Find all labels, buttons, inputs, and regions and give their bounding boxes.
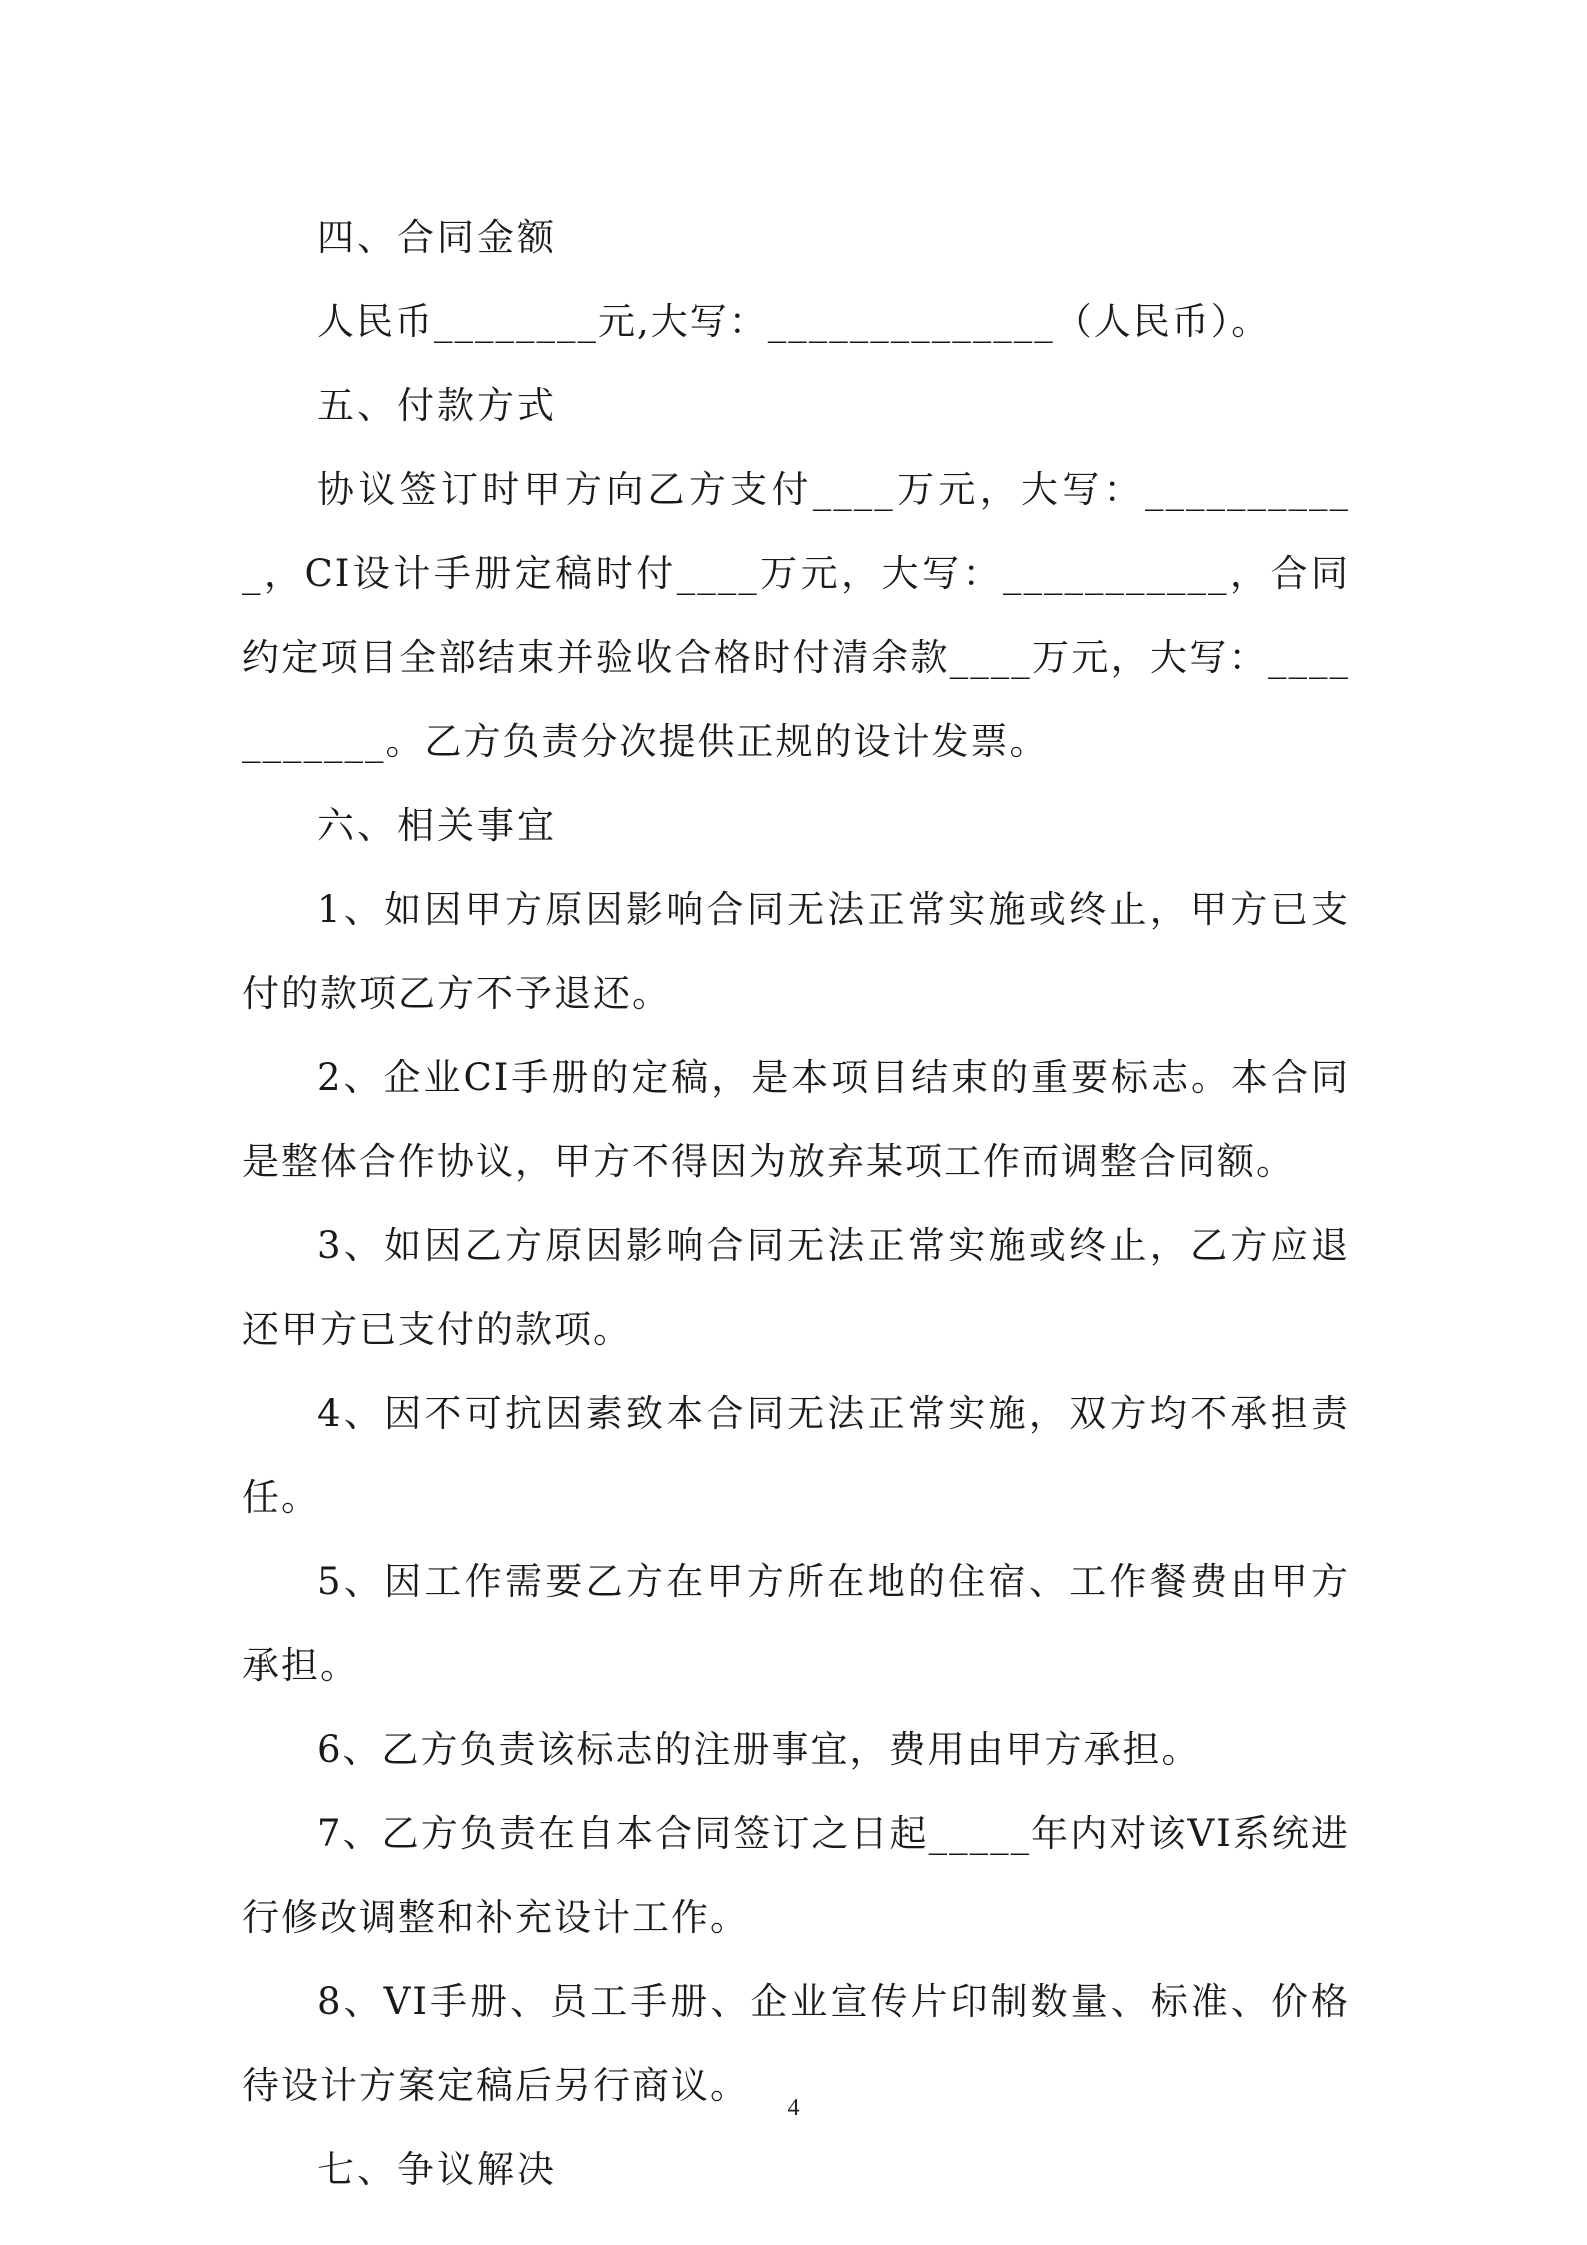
related-matter-item-2: 2、企业CI手册的定稿，是本项目结束的重要标志。本合同是整体合作协议，甲方不得因为放弃某项工作而调整合同额。 [242, 1056, 1350, 1183]
section-heading-payment-method: 五、付款方式 [317, 384, 557, 427]
related-matter-item-8: 8、VI手册、员工手册、企业宣传片印制数量、标准、价格待设计方案定稿后另行商议。 [242, 1980, 1350, 2107]
related-matter-item-6: 6、乙方负责该标志的注册事宜，费用由甲方承担。 [317, 1728, 1201, 1771]
related-matter-item-3: 3、如因乙方原因影响合同无法正常实施或终止，乙方应退还甲方已支付的款项。 [242, 1224, 1350, 1351]
section-heading-contract-amount: 四、合同金额 [317, 216, 557, 259]
related-matter-item-4: 4、因不可抗因素致本合同无法正常实施，双方均不承担责任。 [242, 1392, 1350, 1519]
related-matter-item-1: 1、如因甲方原因影响合同无法正常实施或终止，甲方已支付的款项乙方不予退还。 [242, 888, 1350, 1015]
section-heading-related-matters: 六、相关事宜 [317, 804, 557, 847]
page-number: 4 [787, 2095, 800, 2121]
related-matter-item-7: 7、乙方负责在自本合同签订之日起_____年内对该VI系统进行修改调整和补充设计工作。 [242, 1812, 1350, 1939]
payment-method-text: 协议签订时甲方向乙方支付____万元，大写：___________，CI设计手册定稿时付____万元，大写：___________，合同约定项目全部结束并验收合格时付清余款____万元，大写：___________。乙方负责分次提供正规的设计发票。 [242, 468, 1350, 763]
section-heading-dispute-resolution: 七、争议解决 [317, 2148, 557, 2191]
contract-amount-text: 人民币________元,大写：______________（人民币）。 [317, 300, 1271, 343]
related-matter-item-5: 5、因工作需要乙方在甲方所在地的住宿、工作餐费由甲方承担。 [242, 1560, 1350, 1687]
document-body [242, 196, 1350, 2212]
